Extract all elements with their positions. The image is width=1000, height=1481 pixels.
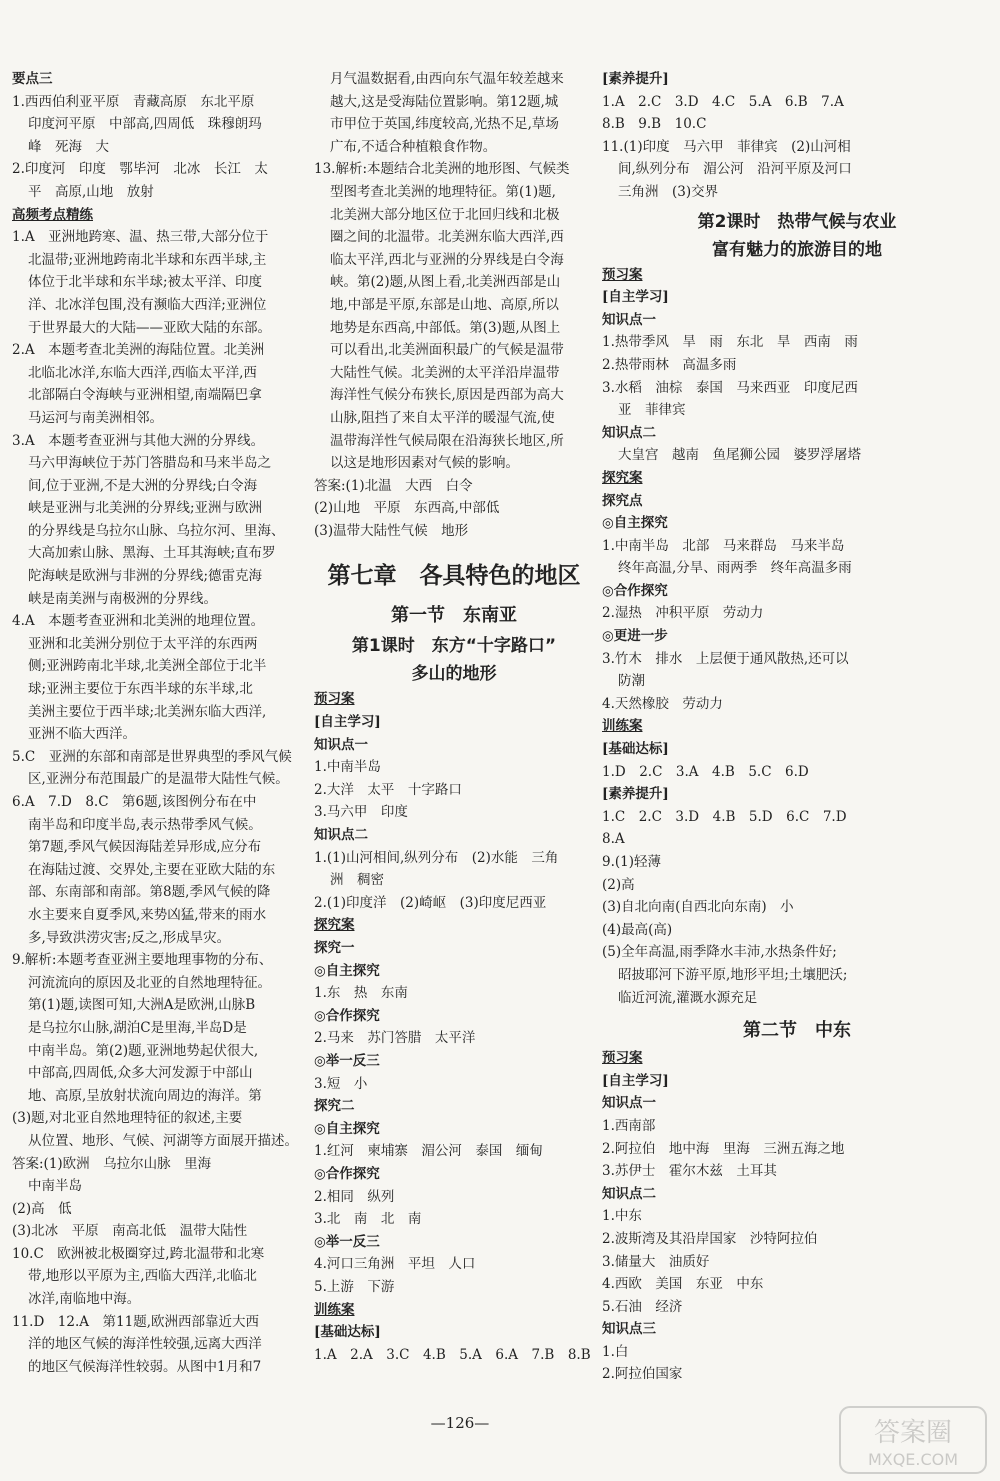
text-line: 市甲位于英国,纬度较高,光热不足,草场 (330, 116, 559, 133)
text-line: (2)高 低 (12, 1200, 72, 1217)
text-line: 1.中东 (602, 1208, 642, 1225)
text-line: (3)题,对北亚自然地理特征的叙述,主要 (12, 1110, 243, 1127)
text-line: ◎合作探究 (602, 582, 668, 599)
text-line: 1.(1)山河相间,纵列分布 (2)水能 三角 (314, 849, 559, 866)
text-line: 探究一 (314, 940, 355, 956)
text-line: 2.(1)印度洋 (2)崎岖 (3)印度尼西亚 (314, 894, 547, 911)
lesson2-title: 第2课时 热带气候与农业 (697, 211, 897, 232)
watermark-url: MXQE.COM (867, 1450, 959, 1469)
text-line: 在海陆过渡、交界处,主要在亚欧大陆的东 (28, 861, 276, 878)
text-line: 地、高原,呈放射状流向周边的海洋。第 (28, 1087, 262, 1104)
text-line: 区,亚洲分布范围最广的是温带大陆性气候。 (28, 771, 289, 788)
text-line: 10.C 欧洲被北极圈穿过,跨北温带和北寒 (12, 1245, 265, 1262)
watermark-text: 答案圈 (873, 1418, 953, 1448)
text-line: 北临北冰洋,东临大西洋,西临太平洋,西 (28, 364, 257, 381)
text-line: 的地区气候海洋性较弱。从图中1月和7 (28, 1358, 262, 1375)
text-line: 带,地形以平原为主,西临大西洋,北临北 (28, 1268, 257, 1285)
text-line: 1.A 2.C 3.D 4.C 5.A 6.B 7.A (602, 93, 844, 110)
text-line: 侧;亚洲跨南北半球,北美洲全部位于北半 (28, 658, 267, 675)
text-line: 于世界最大的大陆——亚欧大陆的东部。 (28, 319, 271, 336)
text-line: 高频考点精练 (12, 206, 93, 223)
text-line: 2.波斯湾及其沿岸国家 沙特阿拉伯 (602, 1230, 818, 1247)
text-line: 知识点二 (602, 1185, 656, 1202)
text-line: 第7题,季风气候因海陆差异形成,应分布 (28, 839, 262, 856)
lesson2-subtitle: 富有魅力的旅游目的地 (712, 239, 882, 260)
text-line: 11.(1)印度 马六甲 菲律宾 (2)山河相 (602, 138, 851, 155)
text-line: 亚洲和北美洲分别位于太平洋的东西两 (28, 635, 258, 652)
text-line: 预习案 (602, 266, 643, 283)
text-line: 海洋性气候分布狭长,原因是西部为高大 (330, 387, 564, 404)
text-line: 防潮 (618, 673, 645, 690)
text-line: 大陆性气候。北美洲的太平洋沿岸温带 (330, 364, 560, 381)
text-line: 知识点一 (602, 1095, 656, 1112)
text-line: ◎合作探究 (314, 1165, 380, 1182)
text-line: 4.A 本题考查亚洲和北美洲的地理位置。 (12, 613, 265, 630)
text-line: 3.苏伊士 霍尔木兹 土耳其 (602, 1163, 777, 1180)
text-line: 11.D 12.A 第11题,欧洲西部靠近大西 (12, 1313, 259, 1330)
text-line: [素养提升] (602, 71, 669, 87)
text-line: ◎自主探究 (602, 515, 668, 532)
text-line: 亚洲不临大西洋。 (28, 726, 136, 743)
text-line: 答案:(1)欧洲 乌拉尔山脉 里海 (12, 1155, 212, 1172)
watermark-logo (838, 1405, 988, 1475)
text-line: 1.西西伯利亚平原 青藏高原 东北平原 (12, 93, 255, 110)
text-line: 临太平洋,西北与亚洲的分界线是白令海 (330, 251, 564, 268)
text-line: 月气温数据看,由西向东气温年较差越来 (330, 71, 564, 87)
text-line: 美洲主要位于西半球;北美洲东临大西洋, (28, 703, 267, 720)
text-line: 知识点三 (602, 1321, 656, 1338)
text-line: 3.A 本题考查亚洲与其他大洲的分界线。 (12, 432, 265, 449)
text-line: 地,中部是平原,东部是山地、高原,所以 (330, 296, 559, 313)
text-line: (2)高 (602, 876, 635, 893)
text-line: 冰洋,南临地中海。 (28, 1291, 141, 1308)
text-line: 要点三 (12, 71, 53, 87)
right-bottom-text (602, 1047, 992, 1386)
text-line: 训练案 (314, 1301, 355, 1318)
text-line: 部、东南部和南部。第8题,季风气候的降 (28, 884, 271, 901)
text-line: 3.储量大 油质好 (602, 1253, 710, 1270)
text-line: [自主学习] (602, 289, 669, 306)
text-line: 北温带;亚洲地跨南北半球和东西半球,主 (28, 251, 267, 268)
right-mid-text (602, 264, 992, 1010)
text-line: ◎自主探究 (314, 1120, 380, 1137)
text-line: (3)北冰 平原 南高北低 温带大陆性 (12, 1223, 248, 1240)
text-line: 9.(1)轻薄 (602, 854, 662, 870)
text-line: 大高加索山脉、黑海、土耳其海峡;直布罗 (28, 545, 276, 562)
text-line: 探究二 (314, 1098, 355, 1115)
text-line: 1.东 热 东南 (314, 985, 408, 1002)
text-line: 答案:(1)北温 大西 白令 (314, 477, 473, 494)
text-line: ◎更进一步 (602, 628, 668, 645)
text-line: 大皇宫 越南 鱼尾狮公园 婆罗浮屠塔 (618, 447, 861, 464)
text-line: 平 高原,山地 放射 (28, 183, 154, 200)
text-line: 1.红河 柬埔寨 湄公河 泰国 缅甸 (314, 1143, 543, 1160)
text-line: 中南半岛。第(2)题,亚洲地势起伏很大, (28, 1042, 259, 1059)
text-line: 1.C 2.C 3.D 4.B 5.D 6.C 7.D (602, 808, 847, 825)
text-line: 山脉,阻挡了来自太平洋的暖湿气流,使 (330, 409, 555, 426)
text-line: 的分界线是乌拉尔山脉、乌拉尔河、里海、 (28, 522, 285, 539)
text-line: 探究案 (314, 917, 355, 934)
text-line: 4.河口三角洲 平坦 人口 (314, 1256, 476, 1273)
text-line: 2.阿拉伯 地中海 里海 三洲五海之地 (602, 1140, 845, 1157)
text-line: 预习案 (314, 691, 355, 708)
text-line: [素养提升] (602, 786, 669, 803)
text-line: 3.北 南 北 南 (314, 1211, 422, 1228)
text-line: 峡是亚洲与北美洲的分界线;亚洲与欧洲 (28, 500, 263, 517)
text-line: 5.上游 下游 (314, 1278, 395, 1295)
text-line: 1.中南半岛 (314, 759, 381, 776)
text-line: 圈之间的北温带。北美洲东临大西洋,西 (330, 229, 564, 246)
text-line: 终年高温,分旱、雨两季 终年高温多雨 (618, 560, 852, 577)
text-line: 临近河流,灌溉水源充足 (618, 989, 758, 1006)
text-line: 马六甲海峡位于苏门答腊岛和马来半岛之 (28, 455, 271, 472)
text-line: ◎合作探究 (314, 1007, 380, 1024)
text-line: 峡是南美洲与南极洲的分界线。 (28, 590, 217, 607)
text-line: 4.西欧 美国 东亚 中东 (602, 1276, 764, 1293)
text-line: 多,导致洪涝灾害;反之,形成旱灾。 (28, 929, 231, 946)
text-line: (4)最高(高) (602, 921, 673, 938)
text-line: 3.水稻 油棕 泰国 马来西亚 印度尼西 (602, 379, 858, 396)
text-line: 从位置、地形、气候、河湖等方面展开描述。 (28, 1132, 298, 1149)
text-line: 8.B 9.B 10.C (602, 116, 707, 133)
text-line: 6.A 7.D 8.C 第6题,该图例分布在中 (12, 794, 257, 810)
text-line: 2.相同 纵列 (314, 1188, 395, 1205)
text-line: 2.阿拉伯国家 (602, 1366, 683, 1383)
text-line: 亚 菲律宾 (618, 402, 686, 419)
text-line: (5)全年高温,雨季降水丰沛,水热条件好; (602, 944, 837, 961)
text-line: 探究案 (602, 469, 643, 486)
text-line: 知识点二 (602, 424, 656, 441)
text-line: 4.天然橡胶 劳动力 (602, 695, 723, 712)
text-line: 是乌拉尔山脉,湖泊C是里海,半岛D是 (28, 1019, 247, 1036)
column-left (12, 68, 308, 1378)
text-line: 温带海洋性气候局限在沿海狭长地区,所 (330, 432, 564, 449)
text-line: 间,纵列分布 湄公河 沿河平原及河口 (618, 161, 852, 178)
text-line: 水主要来自夏季风,来势凶猛,带来的雨水 (28, 906, 267, 923)
text-line: 预习案 (602, 1050, 643, 1067)
text-line: 训练案 (602, 718, 643, 735)
text-line: 探究点 (602, 492, 643, 509)
text-line: 南半岛和印度半岛,表示热带季风气候。 (28, 816, 262, 833)
text-line: ◎举一反三 (314, 1233, 380, 1250)
text-line: 型图考查北美洲的地理特征。第(1)题, (330, 183, 556, 200)
text-line: 第(1)题,读图可知,大洲A是欧洲,山脉B (28, 997, 256, 1014)
text-line: 1.西南部 (602, 1117, 656, 1134)
text-line: 体位于北半球和东半球;被太平洋、印度 (28, 274, 263, 291)
text-line: 知识点一 (602, 311, 656, 328)
text-line: [自主学习] (602, 1072, 669, 1089)
text-line: 洋、北冰洋包围,没有濒临大西洋;亚洲位 (28, 296, 267, 313)
text-line: 越大,这是受海陆位置影响。第12题,城 (330, 93, 559, 110)
text-line: [自主学习] (314, 714, 381, 731)
text-line: ◎举一反三 (314, 1052, 380, 1069)
column-right (602, 68, 992, 1386)
text-line: 8.A (602, 831, 625, 848)
text-line: 陀海峡是欧洲与非洲的分界线;德雷克海 (28, 568, 263, 585)
text-line: 2.马来 苏门答腊 太平洋 (314, 1030, 476, 1047)
text-line: 可以看出,北美洲面积最广的气候是温带 (330, 342, 564, 359)
text-line: 5.C 亚洲的东部和南部是世界典型的季风气候 (12, 748, 292, 765)
text-line: 1.A 亚洲地跨寒、温、热三带,大部分位于 (12, 229, 269, 246)
column-middle (314, 68, 594, 1366)
text-line: 知识点一 (314, 736, 368, 753)
lesson1-subtitle: 多山的地形 (411, 664, 497, 685)
middle-top-text (314, 68, 594, 542)
text-line: 中部高,四周低,众多大河发源于中部山 (28, 1065, 253, 1082)
text-line: 三角洲 (3)交界 (618, 183, 719, 200)
text-line: [基础达标] (314, 1324, 381, 1341)
text-line: ◎自主探究 (314, 962, 380, 979)
text-line: (3)温带大陆性气候 地形 (314, 522, 469, 539)
text-line: 中南半岛 (28, 1178, 82, 1195)
text-line: 2.印度河 印度 鄂毕河 北冰 长江 太 (12, 161, 268, 178)
text-line: 以这是地形因素对气候的影响。 (330, 455, 519, 472)
text-line: 洋的地区气候的海洋性较强,远离大西洋 (28, 1336, 262, 1353)
text-line: 1.A 2.A 3.C 4.B 5.A 6.A 7.B 8.B (314, 1346, 591, 1363)
text-line: 13.解析:本题结合北美洲的地形图、气候类 (314, 161, 570, 178)
section-title-southeast-asia: 第一节 东南亚 (391, 605, 517, 627)
text-line: 5.石油 经济 (602, 1298, 683, 1315)
text-line: 2.湿热 冲积平原 劳动力 (602, 605, 764, 622)
text-line: 北美洲大部分地区位于北回归线和北极 (330, 206, 560, 223)
lesson1-title: 第1课时 东方“十字路口” (351, 636, 557, 657)
text-line: 1.D 2.C 3.A 4.B 5.C 6.D (602, 763, 809, 780)
text-line: 1.热带季风 旱 雨 东北 旱 西南 雨 (602, 334, 858, 351)
right-top-text (602, 68, 992, 204)
text-line: 3.马六甲 印度 (314, 804, 408, 821)
text-line: 2.大洋 太平 十字路口 (314, 781, 462, 798)
text-line: 印度河平原 中部高,四周低 珠穆朗玛 (28, 116, 262, 133)
text-line: 3.短 小 (314, 1075, 368, 1092)
text-line: 2.A 本题考查北美洲的海陆位置。北美洲 (12, 342, 265, 359)
text-line: 河流流向的原因及北亚的自然地理特征。 (28, 974, 271, 991)
middle-bottom-text (314, 688, 594, 1366)
text-line: 2.热带雨林 高温多雨 (602, 356, 737, 373)
section-title-middle-east: 第二节 中东 (743, 1020, 851, 1042)
chapter-title: 第七章 各具特色的地区 (327, 563, 581, 590)
text-line: 9.解析:本题考查亚洲主要地理事物的分布、 (12, 952, 273, 969)
text-line: 3.竹木 排水 上层便于通风散热,还可以 (602, 650, 849, 667)
text-line: (3)自北向南(自西北向东南) 小 (602, 899, 794, 916)
text-line: 峰 死海 大 (28, 138, 109, 155)
text-line: 北部隔白令海峡与亚洲相望,南端隔巴拿 (28, 387, 262, 404)
text-line: 间,位于亚洲,不是大洲的分界线;白令海 (28, 477, 258, 494)
text-line: 1.中南半岛 北部 马来群岛 马来半岛 (602, 537, 845, 554)
text-line: 峡。第(2)题,从图上看,北美洲西部是山 (330, 274, 561, 291)
page-number: —126— (430, 1414, 490, 1432)
text-line: 广布,不适合种植粮食作物。 (330, 138, 497, 155)
text-line: 球;亚洲主要位于东西半球的东半球,北 (28, 681, 253, 698)
text-line: 洲 稠密 (330, 872, 384, 889)
text-line: 地势是东西高,中部低。第(3)题,从图上 (330, 319, 561, 336)
text-line: (2)山地 平原 东西高,中部低 (314, 500, 500, 517)
text-line: 马运河与南美洲相邻。 (28, 409, 163, 426)
text-line: 知识点二 (314, 827, 368, 844)
text-line: [基础达标] (602, 741, 669, 758)
text-line: 1.白 (602, 1343, 629, 1360)
text-line: 昭披耶河下游平原,地形平坦;土壤肥沃; (618, 966, 848, 983)
